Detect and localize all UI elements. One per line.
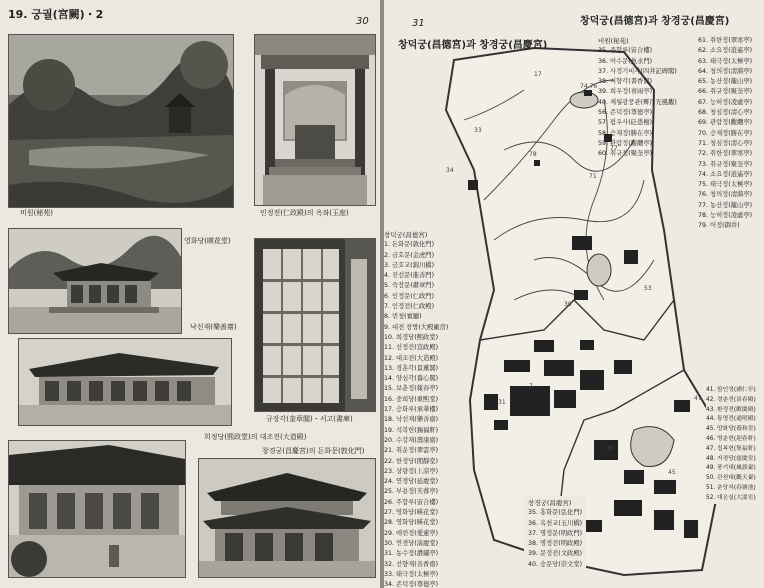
map-title: 창덕궁(昌德宮)과 창경궁(昌慶宮) (398, 40, 548, 51)
list-item: 5. 숙장문(肅章門) (384, 282, 435, 290)
list-item: 57. 폄우사(砭愚榭) (598, 119, 653, 127)
caption-donhwamun: 창경궁(昌慶宮)의 돈화문(敦化門) (262, 447, 365, 455)
list-item: 13. 경훈각(景薰閣) (384, 364, 439, 372)
list-item: 64. 청의정(淸漪亭) (698, 67, 753, 75)
svg-text:53: 53 (644, 285, 652, 292)
svg-text:74 76: 74 76 (580, 83, 598, 90)
list-item: 75. 태극정(太極亭) (698, 181, 753, 189)
right-page-number: 31 (412, 18, 425, 29)
list-item: 17. 승화루(承華樓) (384, 406, 439, 414)
list-item: 59. 관람정(觀纜亭) (598, 139, 653, 147)
list-item: 38. 명정전(明政殿) (528, 540, 583, 548)
list-item: 28. 영화당(暎花堂) (384, 519, 439, 527)
list-item: 66. 취규정(聚奎亭) (698, 88, 753, 96)
list-item: 45. 양화당(養和堂) (706, 426, 756, 433)
list-item: 65. 농산정(籠山亭) (698, 78, 753, 86)
list-item: 29. 애련정(愛蓮亭) (384, 529, 439, 537)
list-item: 40. 숭문당(崇文堂) (528, 560, 583, 568)
list-item: 43. 환경전(歡慶殿) (706, 406, 756, 413)
svg-text:36: 36 (606, 445, 614, 452)
list-item: 40. 제월광풍관(霽月光風觀) (598, 98, 677, 106)
list-item: 51. 춘당지(春塘池) (706, 484, 756, 491)
list-item: 23. 상량정(上凉亭) (384, 467, 439, 475)
list-item: 73. 취규정(聚奎亭) (698, 160, 753, 168)
list-item: 37. 명정문(明政門) (528, 529, 583, 537)
caption-gyujanggak: 규장각(奎章閣)・서고(書庫) (266, 415, 353, 423)
caption-nakseonjae: 낙선재(樂善齋) (190, 323, 237, 331)
list-item: 44. 통명전(通明殿) (706, 416, 756, 423)
list-item: 71. 청심정(淸心亭) (698, 139, 753, 147)
right-page (384, 0, 764, 588)
list-item: 52. 대온실(大溫室) (706, 494, 756, 501)
list-item: 22. 한정당(閒靜堂) (384, 457, 439, 465)
photo-nakseonjae (18, 338, 232, 426)
list-item: 42. 경춘전(景春殿) (706, 396, 756, 403)
list-item: 69. 관람정(觀纜亭) (698, 119, 753, 127)
list-item: 27. 영화당(暎花堂) (384, 509, 439, 517)
list-item: 33. 태극정(太極亭) (384, 570, 439, 578)
svg-text:71: 71 (589, 173, 597, 180)
list-item: 10. 희정당(熙政堂) (384, 333, 439, 341)
biwon-legend (598, 36, 677, 160)
list-item: 77. 농산정(籠山亭) (698, 201, 753, 209)
list-item: 46. 영춘헌(迎春軒) (706, 435, 756, 442)
photo-donhwamun (198, 458, 376, 578)
list-item: 39. 희우정(喜雨亭) (598, 88, 653, 96)
list-item: 9. 대전 창방(大殿廠房) (384, 323, 449, 331)
photo-secret-garden (8, 34, 234, 208)
left-page-number: 30 (356, 16, 369, 27)
photo-bookstacks (254, 238, 376, 412)
list-item: 31. 농수정(濃繡亭) (384, 550, 439, 558)
svg-text:7: 7 (529, 383, 533, 390)
list-item: 20. 수강재(壽康齋) (384, 436, 439, 444)
list-item: 26. 주합루(宙合樓) (384, 498, 439, 506)
list-item: 41. 함인정(涵仁亭) (706, 387, 756, 393)
list-item: 12. 대조전(大造殿) (384, 354, 439, 362)
list-item: 35. 주합루(宙合樓) (598, 47, 653, 55)
list-item: 78. 능허정(凌虛亭) (698, 212, 753, 220)
list-item: 76. 청의정(淸漪亭) (698, 191, 753, 199)
photo-daejojeon (8, 440, 186, 578)
list-item: 63. 태극정(太極亭) (698, 57, 753, 65)
list-item: 62. 소요정(逍遙亭) (698, 47, 753, 55)
svg-text:34: 34 (446, 167, 454, 174)
biwon-heading: 비원(秘苑) (598, 37, 629, 45)
list-item: 4. 진선문(進善門) (384, 272, 435, 280)
svg-text:47: 47 (694, 395, 702, 402)
svg-text:17: 17 (534, 71, 542, 78)
list-item: 79. 어정(御井) (698, 222, 740, 230)
svg-text:78: 78 (529, 151, 537, 158)
svg-text:39: 39 (564, 301, 572, 308)
left-page (0, 0, 380, 588)
list-item: 58. 승재정(勝在亭) (598, 129, 653, 137)
list-item: 38. 서향각(書香閣) (598, 78, 653, 86)
caption-throne: 인정전(仁政殿)의 옥좌(玉座) (260, 209, 349, 217)
list-item: 15. 보춘정(報春亭) (384, 385, 439, 393)
list-item: 18. 낙선재(樂善齋) (384, 416, 439, 424)
list-item: 74. 소요정(逍遙亭) (698, 170, 753, 178)
photo-yeonghwadang (8, 228, 182, 334)
list-item: 36. 어수문(魚水門) (598, 57, 653, 65)
list-item: 8. 빈청(賓廳) (384, 313, 422, 321)
svg-text:45: 45 (668, 469, 676, 476)
changdeok-heading: 창덕궁(昌德宮) (384, 231, 428, 239)
svg-text:33: 33 (474, 127, 482, 134)
list-item: 72. 취한정(翠寒亭) (698, 150, 753, 158)
photo-throne (254, 34, 376, 206)
list-item: 14. 양심각(養心閣) (384, 375, 439, 383)
changdeok-legend (384, 230, 450, 588)
list-item: 61. 취한정(翠寒亭) (698, 37, 753, 44)
caption-daejojeon: 희정당(熙政堂)의 대조전(大造殿) (204, 433, 307, 441)
changgyeong-legend (524, 496, 586, 572)
list-item: 67. 능허정(凌虛亭) (698, 98, 753, 106)
list-item: 2. 금호문(金虎門) (384, 251, 435, 259)
list-item: 68. 청심정(淸心亭) (698, 109, 753, 117)
list-item: 16. 중희당(重熙堂) (384, 395, 439, 403)
list-item: 32. 선향재(善香齋) (384, 560, 439, 568)
list-item: 48. 자경당(慈慶堂) (706, 455, 756, 462)
list-item: 30. 연경당(演慶堂) (384, 539, 439, 547)
list-item: 37. 사정기비각(四井記碑閣) (598, 67, 677, 75)
pavilion-legend (698, 36, 752, 232)
list-item: 19. 석복헌(錫福軒) (384, 426, 439, 434)
list-item: 49. 풍기대(風旗臺) (706, 465, 756, 472)
list-item: 6. 인정문(仁政門) (384, 292, 435, 300)
list-item: 7. 인정전(仁政殿) (384, 303, 435, 311)
list-item: 3. 금호교(錦川橋) (384, 261, 435, 269)
changgyeong-heading: 창경궁(昌慶宮) (528, 499, 572, 507)
list-item: 21. 취운정(翠雲亭) (384, 447, 439, 455)
list-item: 25. 부용정(芙蓉亭) (384, 488, 439, 496)
list-item: 11. 선정전(宣政殿) (384, 344, 439, 352)
caption-yeonghwadang: 영화당(暎花堂) (184, 237, 231, 245)
svg-text:77: 77 (610, 145, 618, 152)
list-item: 24. 연경당(延慶堂) (384, 478, 439, 486)
list-item: 56. 존덕정(尊德亭) (598, 109, 653, 117)
list-item: 60. 취규정(聚奎亭) (598, 150, 653, 158)
list-item: 47. 집복헌(集福軒) (706, 445, 756, 452)
left-page-header: 19. 궁궐(宮闕)・2 (8, 8, 104, 21)
changgyeong-extra-legend (706, 386, 756, 504)
svg-text:31: 31 (498, 399, 506, 406)
list-item: 34. 존덕정(尊德亭) (384, 581, 439, 588)
caption-biwon: 비원(秘苑) (20, 209, 53, 217)
list-item: 50. 관천대(觀天臺) (706, 475, 756, 482)
list-item: 70. 승재정(勝在亭) (698, 129, 753, 137)
list-item: 36. 옥천교(玉川橋) (528, 519, 583, 527)
list-item: 35. 홍화문(弘化門) (528, 509, 583, 517)
right-page-header: 창덕궁(昌德宮)과 창경궁(昌慶宮) (580, 16, 730, 27)
list-item: 1. 돈화문(敦化門) (384, 241, 435, 249)
list-item: 39. 문정전(文政殿) (528, 550, 583, 558)
